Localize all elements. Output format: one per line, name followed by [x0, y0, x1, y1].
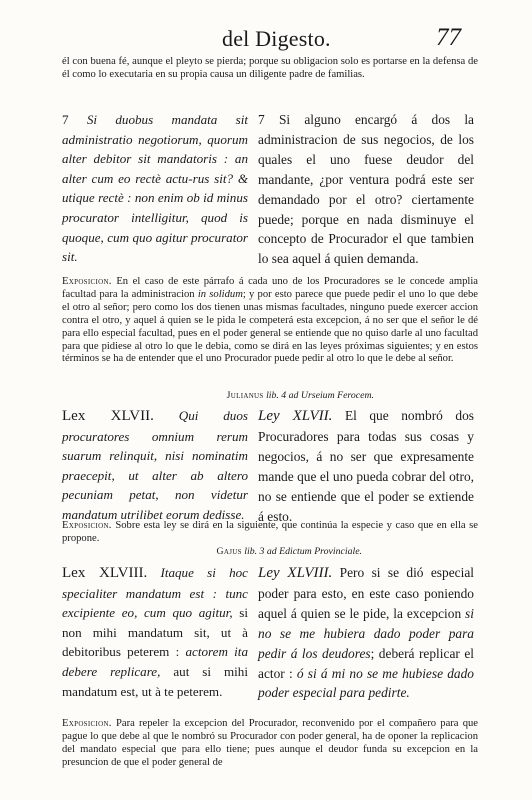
exposicion-label: Exposicion.: [62, 520, 112, 531]
ampersand-glyph: &: [237, 170, 248, 186]
page-number: 77: [436, 24, 461, 51]
section-number: 7: [258, 112, 265, 127]
spanish-column-lex47: [258, 406, 474, 526]
exposicion-paragraph: [62, 718, 478, 770]
latin-text: Qui duos procuratores omnium rerum suarum relinquit, nisi nominatim praecepit, ut alter ab altero pecuniam petat, non videtur mandatum utrilibet eorum dedisse.: [62, 408, 248, 522]
citation: [62, 546, 362, 557]
spanish-text: El que nombró dos Procuradores para todas sus cosas y negocios, á no ser que expresamente mande que el uno pueda cobrar del otro, no se entiende que el poder se extiende á esto.: [258, 408, 474, 524]
running-title: del Digesto.: [222, 26, 331, 51]
exposicion-paragraph: [62, 276, 478, 366]
latin-text: actorem ita debere replicare,: [62, 644, 248, 679]
citation-ref: lib. 3 ad Edictum Provinciale.: [244, 546, 362, 557]
exposicion-text: Sobre esta ley se dirá en la siguiente, que continúa la especie y caso que en ella se propone.: [62, 520, 479, 544]
citation-ref: lib. 4 ad Urseium Ferocem.: [266, 390, 374, 401]
latin-text: Itaque si hoc specialiter mandatum est : tunc excipiente eo, cum quo agitur,: [62, 565, 248, 621]
lex-label: Lex XLVIII.: [62, 565, 148, 581]
spanish-quote: ó si á mi no se me hubiese dado poder especial para pedirte.: [258, 665, 474, 701]
ley-label: Ley XLVIII.: [258, 565, 333, 581]
jurist-name: Gajus: [216, 546, 242, 557]
spanish-column-lex48: [258, 563, 474, 703]
spanish-text: Si alguno encargó á dos la administracion de sus negocios, de los quales el uno fuese deudor del mandante, ¿por ventura podrá este ser demandado por el otro? ciertamente puede; porque en nada disminuye el concepto de Procurador el que tambien lo sea aquel á quien demanda.: [258, 112, 474, 267]
exposicion-text: Para repeler la excepcion del Procurador, reconvenido por el compañero para que pague lo que debe al que le nombró su Procurador con poder general, ha de oponer la replicacion del mandato especial que para ello tiene; pues aunque el deudor funda su excepcion en la presuncion de que el poder general de: [62, 718, 479, 768]
exposicion-text: ; y por esto parece que puede pedir el uno lo que debe el otro al señor; pero como los dos tienen unas mismas facultades, ninguno puede exercer accion contra el otro, y aquel á quien se le pida le competerá esta excepcion, á no ser que el señor le dé para ello especial facultad, pues en el poder general se entiende que no quiso darle al uno facultad para que pidiese al otro lo que le debia, como se dirá en las leyes próximas siguientes; y en estos términos se ha de entender que el uno Procurador puede pedir al otro lo que le debe al señor.: [62, 288, 478, 365]
latin-column-s7: [62, 110, 248, 267]
exposicion-label: Exposicion.: [62, 718, 112, 729]
spanish-column-s7: [258, 110, 474, 269]
intro-text: él con buena fé, aunque el pleyto se pierda; porque su obligacion solo es portarse en la defensa de él como lo executaria en su propia causa un diligente padre de familias.: [62, 56, 478, 80]
latin-phrase: in solidum: [197, 288, 243, 300]
exposicion-label: Exposicion.: [62, 276, 112, 287]
latin-text: si non mihi mandatum sit, ut à debitoribus peterem :: [62, 605, 248, 660]
spanish-quote: si no se me hubiera dado poder para pedir á los deudores: [258, 605, 474, 661]
jurist-name: Julianus: [226, 390, 264, 401]
exposicion-paragraph: [62, 520, 478, 546]
ley-label: Ley XLVII.: [258, 408, 333, 424]
lex-label: Lex XLVII.: [62, 408, 154, 424]
spanish-text: Pero si se dió especial poder para esto, en este caso poniendo aquel á quien se le pide, la excepcion: [258, 565, 474, 621]
intro-paragraph: [62, 56, 478, 82]
latin-text: utique rectè : non enim ob id minus procurator intelligitur, quod is quoque, cum quo agitur procurator sit.: [62, 190, 248, 265]
citation: [62, 390, 374, 401]
spanish-text: ; deberá replicar el actor :: [258, 645, 474, 681]
latin-text: aut si mihi mandatum est, ut à te peterem.: [62, 663, 248, 699]
latin-column-lex47: [62, 406, 248, 525]
latin-column-lex48: [62, 563, 248, 701]
section-number: 7: [62, 112, 69, 127]
exposicion-text: En el caso de este párrafo á cada uno de los Procuradores se le concede amplia facultad para la administracion: [62, 276, 478, 300]
latin-text: Si duobus mandata sit administratio negotiorum, quorum alter debitor sit mandatoris : an alter cum eo rectè actu-rus sit?: [62, 112, 248, 186]
